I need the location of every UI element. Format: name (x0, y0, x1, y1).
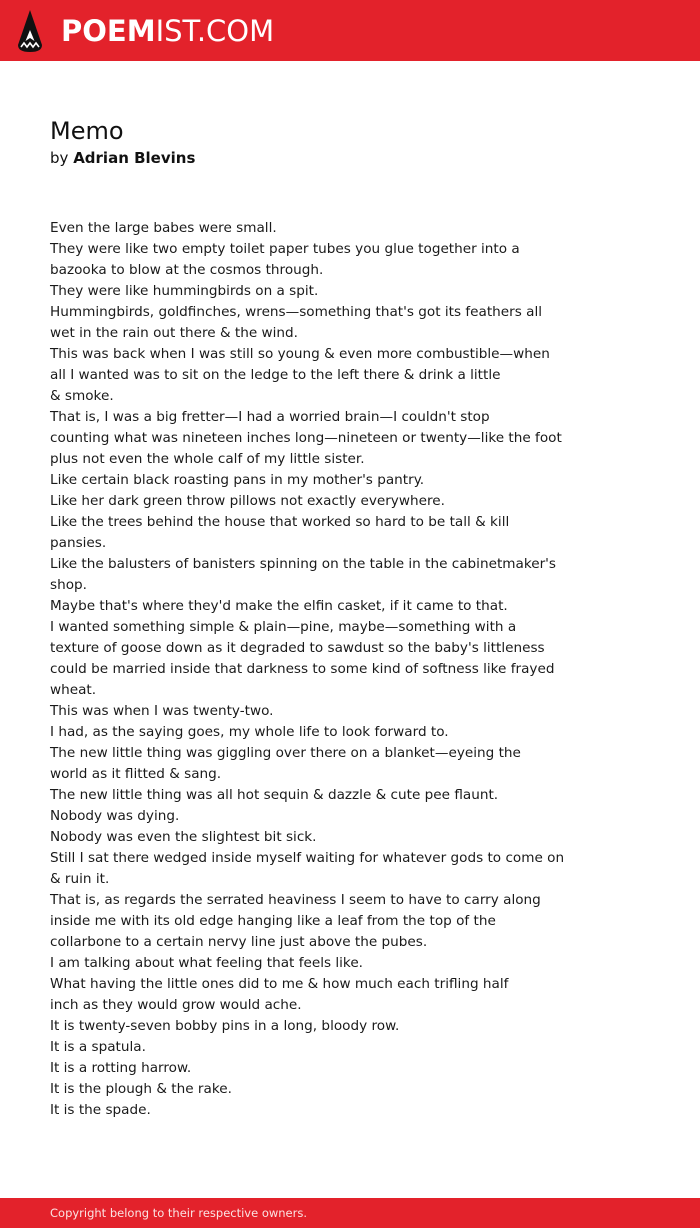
poem-line: Like her dark green throw pillows not exactly everywhere. (50, 493, 445, 509)
poem-line: It is the spade. (50, 1102, 151, 1118)
site-logo[interactable] (16, 9, 274, 53)
pencil-tip-icon (16, 9, 44, 53)
poem-line: Like certain black roasting pans in my mother's pantry. (50, 472, 425, 488)
by-label: by (50, 149, 69, 167)
poem-line: What having the little ones did to me & how much each trifling half inch as they would grow would ache. (50, 976, 509, 1013)
poem-line: It is a spatula. (50, 1039, 146, 1055)
poem-line: It is twenty-seven bobby pins in a long, bloody row. (50, 1018, 400, 1034)
poem-author: Adrian Blevins (73, 149, 196, 167)
site-header (0, 0, 700, 61)
poem-line: It is the plough & the rake. (50, 1081, 232, 1097)
site-footer (0, 1198, 700, 1228)
poem-byline (50, 147, 195, 169)
poem-line: Maybe that's where they'd make the elfin casket, if it came to that. (50, 598, 508, 614)
site-logo-text (61, 9, 274, 53)
poem-line: Even the large babes were small. (50, 220, 277, 236)
poem-line: Hummingbirds, goldfinches, wrens—something that's got its feathers all wet in the rain out there & the wind. (50, 304, 543, 341)
poem-line: Nobody was even the slightest bit sick. (50, 829, 317, 845)
copyright-notice: Copyright belong to their respective owners. (50, 1206, 308, 1220)
poem-line: Like the trees behind the house that worked so hard to be tall & kill pansies. (50, 514, 510, 551)
poem-title: Memo (50, 117, 124, 145)
poem-line: They were like two empty toilet paper tubes you glue together into a bazooka to blow at the cosmos through. (50, 241, 520, 278)
logo-text-bold: POEM (61, 14, 156, 48)
poem-line: Still I sat there wedged inside myself waiting for whatever gods to come on & ruin it. (50, 850, 565, 887)
poem-line: I wanted something simple & plain—pine, maybe—something with a texture of goose down as it degraded to sawdust so the baby's littleness could be married inside that darkness to some kind of softness like frayed wheat. (50, 619, 555, 698)
poem-line: That is, as regards the serrated heaviness I seem to have to carry along inside me with its old edge hanging like a leaf from the top of the collarbone to a certain nervy line just above the pubes. (50, 892, 541, 950)
poem-line: Like the balusters of banisters spinning on the table in the cabinetmaker's shop. (50, 556, 557, 593)
poem-line: This was when I was twenty-two. (50, 703, 274, 719)
poem-line: I am talking about what feeling that feels like. (50, 955, 364, 971)
poem-body (50, 218, 570, 1121)
logo-text-light: IST.COM (155, 14, 275, 48)
poem-line: That is, I was a big fretter—I had a worried brain—I couldn't stop counting what was nineteen inches long—nineteen or twenty—like the foot plus not even the whole calf of my little sister. (50, 409, 562, 467)
poem-line: I had, as the saying goes, my whole life to look forward to. (50, 724, 449, 740)
poem-line: They were like hummingbirds on a spit. (50, 283, 319, 299)
poem-line: This was back when I was still so young & even more combustible—when all I wanted was to sit on the ledge to the left there & drink a little & smoke. (50, 346, 550, 404)
poem-line: The new little thing was all hot sequin & dazzle & cute pee flaunt. (50, 787, 499, 803)
poem-line: The new little thing was giggling over there on a blanket—eyeing the world as it flitted & sang. (50, 745, 521, 782)
poem-line: Nobody was dying. (50, 808, 180, 824)
poem-line: It is a rotting harrow. (50, 1060, 192, 1076)
